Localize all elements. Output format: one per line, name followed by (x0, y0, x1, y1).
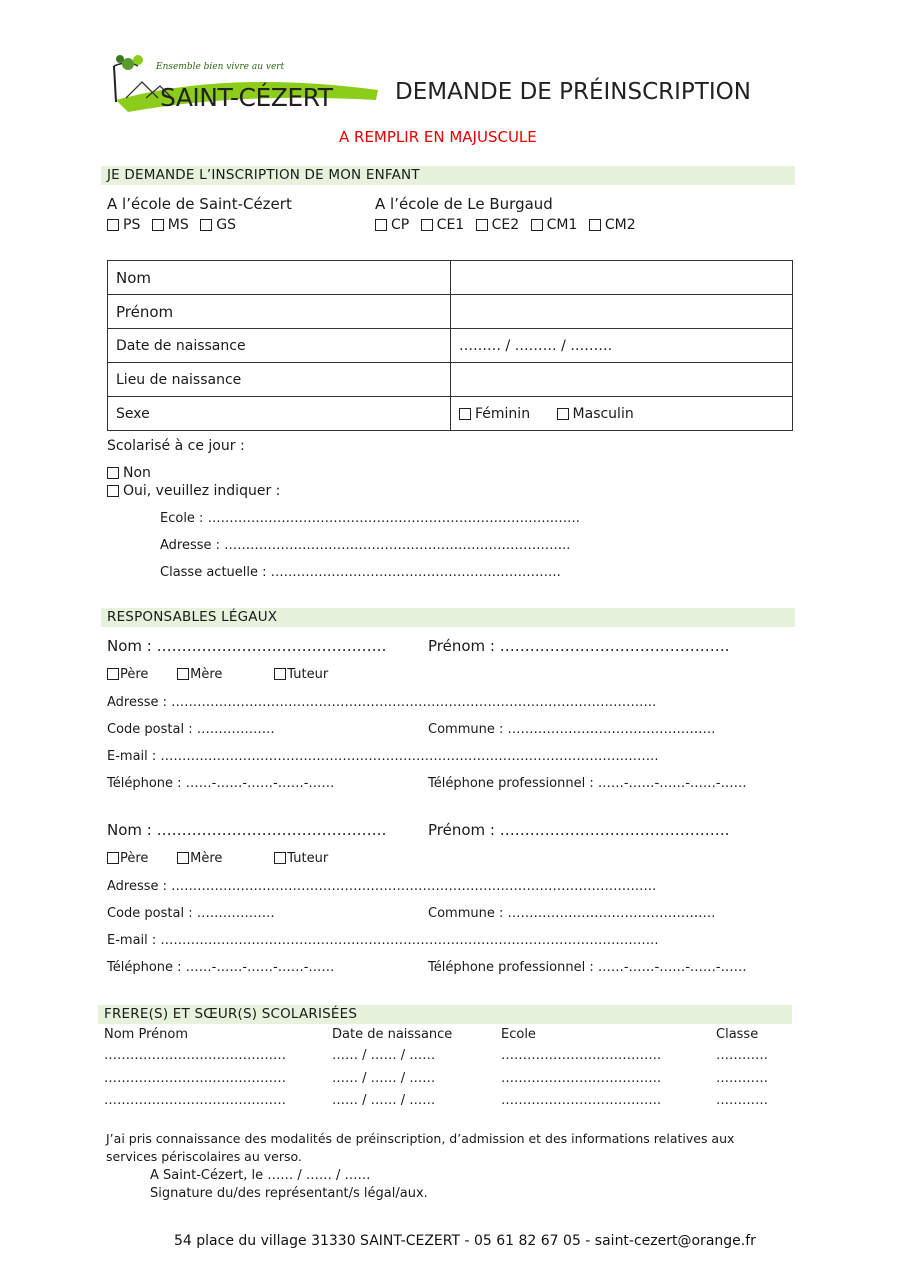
table-row (108, 363, 793, 397)
lieu-naissance-field[interactable] (451, 363, 793, 397)
non-label: Non (123, 465, 151, 481)
classe-actuelle-field[interactable]: Classe actuelle : …………………………………………………………. (160, 565, 561, 580)
page-subtitle: A REMPLIR EN MAJUSCULE (339, 128, 537, 146)
fratrie-classe-field[interactable]: ………… (716, 1093, 768, 1108)
resp2-telephone-field[interactable]: Téléphone : ……-……-……-……-…… (107, 960, 335, 975)
checkbox-mere[interactable] (177, 668, 189, 680)
ecole-saint-cezert-label: A l’école de Saint-Cézert (107, 195, 292, 213)
date-naissance-field[interactable]: ……… / ……… / ……… (451, 329, 793, 363)
resp2-adresse-field[interactable]: Adresse : …………………………………………………………………………………………………. (107, 879, 657, 894)
table-row (0, 1048, 900, 1068)
resp1-telephone-field[interactable]: Téléphone : ……-……-……-……-…… (107, 776, 335, 791)
child-identity-table (107, 260, 793, 431)
lieu-naissance-label: Lieu de naissance (108, 363, 451, 397)
section-fratrie-title: FRERE(S) ET SŒUR(S) SCOLARISÉES (104, 1006, 358, 1022)
pere-label: Père (120, 851, 149, 866)
resp2-tel-pro-field[interactable]: Téléphone professionnel : ……-……-……-……-…… (428, 960, 747, 975)
fratrie-header-date: Date de naissance (332, 1027, 453, 1042)
checkbox-ps[interactable] (107, 219, 119, 231)
tuteur-label: Tuteur (287, 851, 329, 866)
tuteur-label: Tuteur (287, 667, 329, 682)
page-title: DEMANDE DE PRÉINSCRIPTION (395, 79, 751, 105)
level-ps: PS (123, 217, 141, 233)
logo-tagline: Ensemble bien vivre au vert (156, 62, 285, 72)
fratrie-date-field[interactable]: …… / …… / …… (332, 1048, 436, 1063)
resp1-code-postal-field[interactable]: Code postal : ……………… (107, 722, 275, 737)
resp2-commune-field[interactable]: Commune : ………………………………………… (428, 906, 716, 921)
levels-saint-cezert (107, 217, 252, 233)
checkbox-ce1[interactable] (421, 219, 433, 231)
checkbox-masculin[interactable] (557, 408, 569, 420)
checkbox-tuteur[interactable] (274, 852, 286, 864)
level-cm1: CM1 (546, 217, 578, 233)
resp1-adresse-field[interactable]: Adresse : …………………………………………………………………………………………………. (107, 695, 657, 710)
checkbox-feminin[interactable] (459, 408, 471, 420)
adresse-ecole-field[interactable]: Adresse : …………………………………………………………………….. (160, 538, 571, 553)
level-ce2: CE2 (491, 217, 520, 233)
checkbox-pere[interactable] (107, 668, 119, 680)
acknowledgement-text: J’ai pris connaissance des modalités de préinscription, d’admission et des informations relatives aux (106, 1131, 735, 1146)
resp2-email-field[interactable]: E-mail : ……………………………………………………………………………………………………. (107, 933, 659, 948)
table-row (108, 261, 793, 295)
level-ms: MS (167, 217, 189, 233)
pere-label: Père (120, 667, 149, 682)
level-cm2: CM2 (604, 217, 636, 233)
checkbox-cm2[interactable] (589, 219, 601, 231)
fratrie-header-classe: Classe (716, 1027, 759, 1042)
resp1-commune-field[interactable]: Commune : ………………………………………… (428, 722, 716, 737)
fratrie-classe-field[interactable]: ………… (716, 1048, 768, 1063)
nom-label: Nom (108, 261, 451, 295)
level-ce1: CE1 (436, 217, 465, 233)
acknowledgement-text-2: services périscolaires au verso. (106, 1149, 302, 1164)
signature-label: Signature du/des représentant/s légal/aux. (150, 1186, 428, 1201)
resp1-lien (107, 667, 328, 682)
resp2-nom-field[interactable]: Nom : ………………………………………. (107, 821, 387, 839)
checkbox-pere[interactable] (107, 852, 119, 864)
feminin-label: Féminin (475, 405, 531, 422)
nom-field[interactable] (451, 261, 793, 295)
fratrie-header-nom: Nom Prénom (104, 1027, 188, 1042)
resp2-lien (107, 851, 328, 866)
sexe-field (451, 397, 793, 431)
level-cp: CP (391, 217, 410, 233)
logo-name: SAINT-CÉZERT (160, 83, 333, 112)
fratrie-classe-field[interactable]: ………… (716, 1071, 768, 1086)
prenom-field[interactable] (451, 295, 793, 329)
resp1-prenom-field[interactable]: Prénom : ………………………………………. (428, 637, 730, 655)
table-row (108, 329, 793, 363)
checkbox-gs[interactable] (200, 219, 212, 231)
section-enfant-title: JE DEMANDE L’INSCRIPTION DE MON ENFANT (107, 167, 420, 183)
masculin-label: Masculin (572, 405, 634, 422)
checkbox-ce2[interactable] (476, 219, 488, 231)
contact-footer: 54 place du village 31330 SAINT-CEZERT - 05 61 82 67 05 - saint-cezert@orange.fr (174, 1233, 756, 1249)
fratrie-ecole-field[interactable]: ………………………………. (501, 1071, 662, 1086)
resp1-tel-pro-field[interactable]: Téléphone professionnel : ……-……-……-……-…… (428, 776, 747, 791)
prenom-label: Prénom (108, 295, 451, 329)
date-naissance-label: Date de naissance (108, 329, 451, 363)
fratrie-nom-field[interactable]: …………………………………… (104, 1093, 286, 1108)
table-row (108, 397, 793, 431)
fratrie-nom-field[interactable]: …………………………………… (104, 1048, 286, 1063)
resp2-prenom-field[interactable]: Prénom : ………………………………………. (428, 821, 730, 839)
signature-place-date[interactable]: A Saint-Cézert, le …… / …… / …… (150, 1168, 371, 1183)
checkbox-mere[interactable] (177, 852, 189, 864)
ecole-le-burgaud-label: A l’école de Le Burgaud (375, 195, 553, 213)
level-gs: GS (216, 217, 236, 233)
oui-label: Oui, veuillez indiquer : (123, 483, 281, 499)
scolarise-non (107, 465, 151, 481)
fratrie-nom-field[interactable]: …………………………………… (104, 1071, 286, 1086)
section-enfant (101, 166, 795, 185)
sexe-label: Sexe (108, 397, 451, 431)
resp2-code-postal-field[interactable]: Code postal : ……………… (107, 906, 275, 921)
ecole-actuelle-field[interactable]: Ecole : …………………………………………………………………….……. (160, 511, 580, 526)
checkbox-ms[interactable] (152, 219, 164, 231)
resp1-nom-field[interactable]: Nom : ………………………………………. (107, 637, 387, 655)
checkbox-tuteur[interactable] (274, 668, 286, 680)
checkbox-non[interactable] (107, 467, 119, 479)
fratrie-date-field[interactable]: …… / …… / …… (332, 1093, 436, 1108)
checkbox-cp[interactable] (375, 219, 387, 231)
scolarise-oui (107, 483, 280, 499)
fratrie-ecole-field[interactable]: ………………………………. (501, 1048, 662, 1063)
resp1-email-field[interactable]: E-mail : ……………………………………………………………………………………………………. (107, 749, 659, 764)
section-responsables (101, 608, 795, 627)
mere-label: Mère (190, 667, 223, 682)
table-row (0, 1093, 900, 1113)
table-row (108, 295, 793, 329)
section-responsables-title: RESPONSABLES LÉGAUX (107, 609, 278, 625)
fratrie-header-ecole: Ecole (501, 1027, 536, 1042)
table-row (0, 1071, 900, 1091)
mere-label: Mère (190, 851, 223, 866)
section-fratrie (98, 1005, 792, 1024)
levels-le-burgaud (375, 217, 652, 233)
scolarise-label: Scolarisé à ce jour : (107, 438, 245, 454)
fratrie-date-field[interactable]: …… / …… / …… (332, 1071, 436, 1086)
fratrie-ecole-field[interactable]: ………………………………. (501, 1093, 662, 1108)
checkbox-oui[interactable] (107, 485, 119, 497)
checkbox-cm1[interactable] (531, 219, 543, 231)
